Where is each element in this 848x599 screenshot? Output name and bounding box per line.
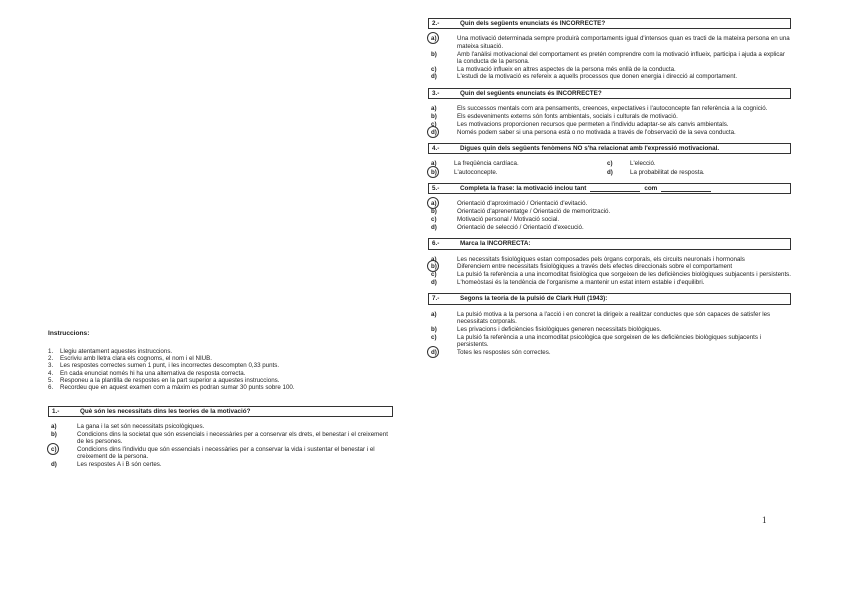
option-c: c) La pulsió fa referència a una incomoditat psicològica que sorgeixen de les deficiències biològiques subjacents i persistents. xyxy=(431,333,762,349)
blank-line xyxy=(590,185,640,192)
question-2 xyxy=(428,18,791,81)
blank-line xyxy=(661,185,711,192)
option-b-text: L'autoconcepte. xyxy=(454,168,498,176)
option-c-text: L'elecció. xyxy=(630,160,656,168)
question-4-options xyxy=(428,160,791,176)
option-d: d) Les respostes A i B són certes. xyxy=(51,461,162,469)
instruction-item: 2. Escriviu amb lletra clara els cognoms, el nom i el NIUB. xyxy=(48,355,212,363)
instruction-item: 5. Responeu a la plantilla de respostes en la part superior a aquestes instruccions. xyxy=(48,377,280,385)
option-a-letter: a) xyxy=(431,160,437,168)
question-7-header: 7.- Segons la teoria de la pulsió de Clark Hull (1943): xyxy=(428,293,791,304)
option-a: a) Els successos mentals com ara pensaments, creences, expectatives i l'autoconcepte fan referència a la cognició. xyxy=(431,105,768,113)
option-b: b) Les privacions i deficiències fisiològiques generen necessitats biològiques. xyxy=(431,325,662,333)
question-3-header: 3.- Quin del següents enunciats és INCORRECTE? xyxy=(428,88,791,99)
option-a-circled: a) Orientació d'aproximació / Orientació d'evitació. xyxy=(428,200,791,207)
instruction-item: 4. En cada enunciat només hi ha una alternativa de resposta correcta. xyxy=(48,369,246,377)
option-b: b) Orientació d'aprenentatge / Orientació de memorització. xyxy=(431,208,611,216)
option-a: a) La gana i la set són necessitats psicològiques. xyxy=(51,423,205,431)
option-d-circled: d) Totes les respostes són correctes. xyxy=(428,349,791,356)
option-d-circled: d) Només podem saber si una persona està o no motivada a través de l'observació de la seva conducta. xyxy=(428,129,791,136)
option-a-circled: a) Una motivació determinada sempre produirà comportaments igual d'intensos quan es tracti de la mateixa persona en una mateixa situació. xyxy=(428,35,791,50)
instruction-item: 1. Llegiu atentament aquestes instruccions. xyxy=(48,347,173,355)
instructions-list xyxy=(48,348,393,392)
option-d: d) Orientació de selecció / Orientació d'execució. xyxy=(431,223,584,231)
right-column xyxy=(428,18,791,363)
instruction-item: 3. Les respostes correctes sumen 1 punt, i les incorrectes descompten 0,33 punts. xyxy=(48,362,280,370)
option-d-letter: d) xyxy=(607,168,613,176)
option-c-circled: c) Condicions dins l'individu que són essencials i necessàries per a conservar la vida i sustentar el benestar i el creixement de la persona. xyxy=(48,446,393,461)
question-5-header: 5.- Completa la frase: la motivació inclou tant com xyxy=(428,183,791,194)
instructions-title: Instruccions: xyxy=(48,330,90,337)
option-b-circled: b) Diferenciem entre necessitats fisiològiques a través dels efectes direccionals sobre el comportament xyxy=(428,263,791,270)
option-b: b) Condicions dins la societat que són essencials i necessàries per a conservar els drets, el benestar i el creixement de les persones. xyxy=(51,430,388,446)
option-c: c) La pulsió fa referència a una incomoditat fisiològica que sorgeixen de les deficiències biològiques subjacents i persistents. xyxy=(431,271,791,279)
option-b-letter-circled: b) xyxy=(428,169,454,176)
instruction-item: 6. Recordeu que en aquest examen com a màxim es podran sumar 30 punts sobre 100. xyxy=(48,384,295,392)
left-column xyxy=(48,330,393,475)
option-b: b) Els esdeveniments externs són fonts ambientals, socials i culturals de motivació. xyxy=(431,113,678,121)
option-c: c) Les motivacions proporcionen recursos que permeten a l'individu adaptar-se als canvis ambientals. xyxy=(431,120,729,128)
option-c-letter: c) xyxy=(607,160,613,168)
option-d: d) L'homeòstasi és la tendència de l'organisme a mantenir un estat intern estable i d'equilibri. xyxy=(431,279,705,287)
question-1 xyxy=(48,406,393,469)
option-c: c) Motivació personal / Motivació social. xyxy=(431,216,560,224)
question-5 xyxy=(428,183,791,231)
question-3 xyxy=(428,88,791,136)
option-c: c) La motivació influeix en altres aspectes de la persona més enllà de la conducta. xyxy=(431,65,676,73)
question-4 xyxy=(428,143,791,176)
question-6 xyxy=(428,238,791,286)
question-2-header: 2.- Quin dels següents enunciats és INCORRECTE? xyxy=(428,18,791,29)
question-7 xyxy=(428,293,791,356)
option-a: a) Les necessitats fisiològiques estan composades pels òrgans corporals, els circuits neuronals i hormonals xyxy=(431,255,745,263)
option-a: a) La pulsió motiva a la persona a l'acció i en concret la dirigeix a realitzar conductes que són capaces de satisfer les necessitats corporals. xyxy=(431,310,771,326)
option-d-text: La probabilitat de resposta. xyxy=(630,168,705,176)
page-number: 1 xyxy=(762,515,767,525)
question-6-header: 6.- Marca la INCORRECTA: xyxy=(428,238,791,249)
option-b: b) Amb l'anàlisi motivacional del comportament es pretén comprendre com la motivació influeix, participa i ajuda a explicar la conducta de la persona. xyxy=(431,50,785,65)
question-1-header: 1.- Què són les necessitats dins les teories de la motivació? xyxy=(48,406,393,417)
question-4-header: 4.- Digues quin dels següents fenòmens NO s'ha relacionat amb l'expressió motivacional. xyxy=(428,143,791,154)
option-a-text: La freqüència cardíaca. xyxy=(454,160,519,168)
option-d: d) L'estudi de la motivació es refereix a aquells processos que donen energia i direcció al comportament. xyxy=(431,73,738,81)
